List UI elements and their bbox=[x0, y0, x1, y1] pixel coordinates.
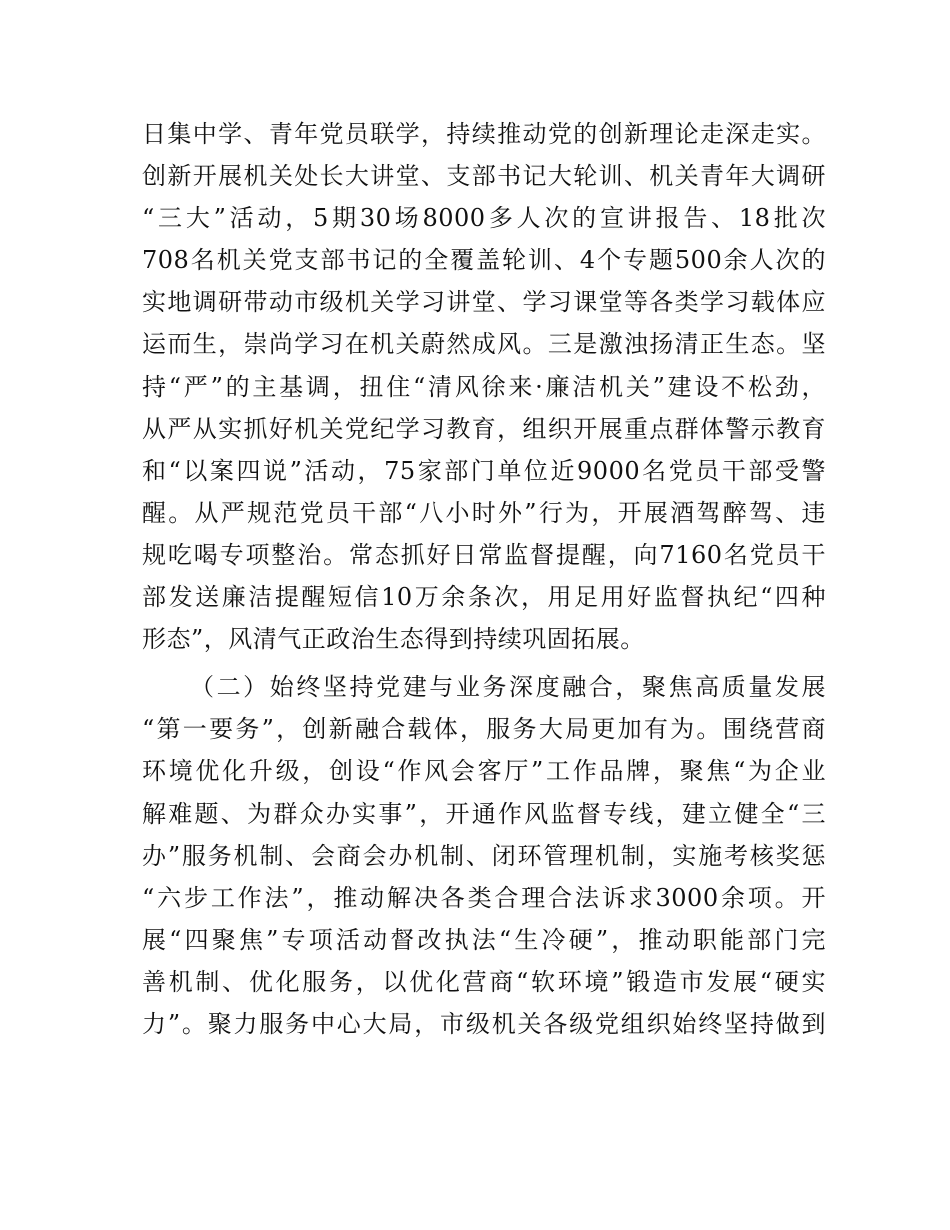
text-line: 力”。聚力服务中心大局，市级机关各级党组织始终坚持做到 bbox=[142, 1009, 826, 1038]
text-line: 解难题、为群众办实事”，开通作风监督专线，建立健全“三 bbox=[142, 799, 826, 828]
text-line: “六步工作法”，推动解决各类合理合法诉求3000余项。开 bbox=[142, 883, 826, 912]
text-line: 实地调研带动市级机关学习讲堂、学习课堂等各类学习载体应 bbox=[142, 288, 826, 317]
text-line: 日集中学、青年党员联学，持续推动党的创新理论走深走实。 bbox=[142, 120, 826, 148]
text-line: 创新开展机关处长大讲堂、支部书记大轮训、机关青年大调研 bbox=[142, 162, 826, 191]
paragraph-2 bbox=[142, 666, 826, 1045]
text-line: “三大”活动，5期30场8000多人次的宣讲报告、18批次 bbox=[142, 204, 826, 233]
paragraph-1 bbox=[142, 113, 826, 660]
text-line: 形态”，风清气正政治生态得到持续巩固拓展。 bbox=[142, 625, 645, 654]
text-line: 运而生，崇尚学习在机关蔚然成风。三是激浊扬清正生态。坚 bbox=[142, 330, 826, 359]
text-line: （二）始终坚持党建与业务深度融合，聚焦高质量发展 bbox=[190, 673, 826, 702]
text-line: 708名机关党支部书记的全覆盖轮训、4个专题500余人次的 bbox=[142, 246, 826, 275]
text-line: 醒。从严规范党员干部“八小时外”行为，开展酒驾醉驾、违 bbox=[142, 498, 826, 527]
text-line: 规吃喝专项整治。常态抓好日常监督提醒，向7160名党员干 bbox=[142, 540, 826, 569]
text-line: 持“严”的主基调，扭住“清风徐来·廉洁机关”建设不松劲， bbox=[142, 372, 826, 401]
text-line: 环境优化升级，创设“作风会客厅”工作品牌，聚焦“为企业 bbox=[142, 757, 826, 786]
text-line: 办”服务机制、会商会办机制、闭环管理机制，实施考核奖惩 bbox=[142, 841, 826, 870]
text-line: “第一要务”，创新融合载体，服务大局更加有为。围绕营商 bbox=[142, 715, 826, 744]
body-text bbox=[142, 113, 826, 1045]
text-line: 和“以案四说”活动，75家部门单位近9000名党员干部受警 bbox=[142, 456, 826, 485]
text-line: 展“四聚焦”专项活动督改执法“生冷硬”，推动职能部门完 bbox=[142, 925, 826, 954]
text-line: 部发送廉洁提醒短信10万余条次，用足用好监督执纪“四种 bbox=[142, 583, 826, 612]
text-line: 善机制、优化服务，以优化营商“软环境”锻造市发展“硬实 bbox=[142, 967, 826, 996]
text-line: 从严从实抓好机关党纪学习教育，组织开展重点群体警示教育 bbox=[142, 414, 826, 443]
